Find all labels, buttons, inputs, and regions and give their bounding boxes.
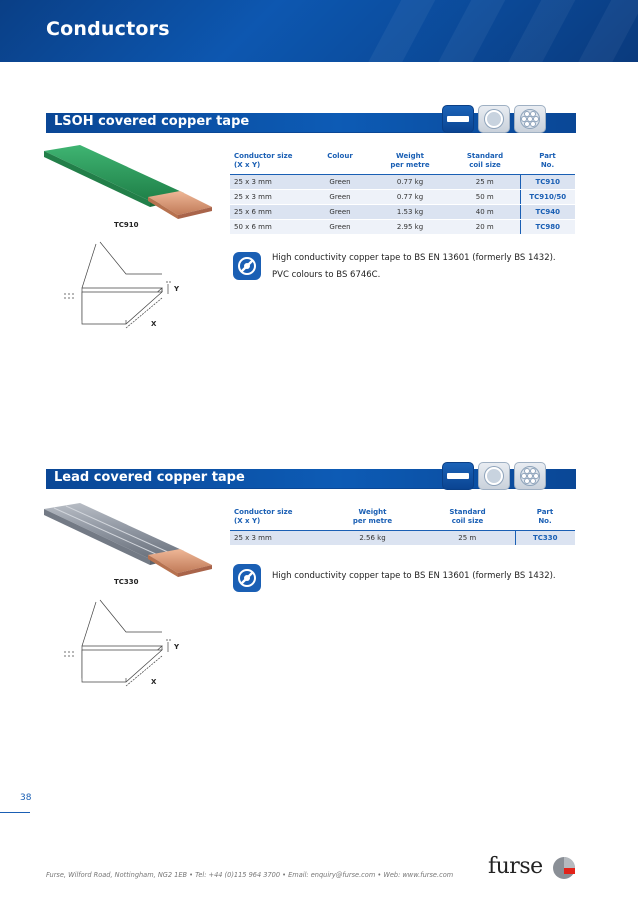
- header-coil-size: Standard coil size: [420, 508, 515, 531]
- section-title: Lead covered copper tape: [54, 470, 245, 485]
- table-row: [230, 220, 575, 235]
- note-line: High conductivity copper tape to BS EN 13601 (formerly BS 1432).: [272, 571, 556, 581]
- dimension-x-label: X: [151, 678, 157, 686]
- table-row: [230, 175, 575, 190]
- stranded-conductor-icon: [514, 105, 546, 133]
- cell-part-no: TC980: [520, 220, 575, 235]
- flat-tape-icon: [442, 105, 474, 133]
- cell-colour: Green: [310, 190, 370, 205]
- cell-coil: 25 m: [420, 531, 515, 546]
- cell-colour: Green: [310, 175, 370, 190]
- section-title: LSOH covered copper tape: [54, 114, 250, 129]
- spec-table-lsoh: [230, 152, 575, 235]
- lead-tape-photo: [44, 503, 214, 583]
- cell-conductor: 25 x 3 mm: [230, 531, 325, 546]
- solid-circular-icon: [478, 462, 510, 490]
- cell-part-no: TC330: [515, 531, 575, 546]
- header-colour: Colour: [310, 152, 370, 175]
- page-number-rule: [0, 812, 30, 813]
- cell-colour: Green: [310, 205, 370, 220]
- cell-weight: 2.95 kg: [370, 220, 450, 235]
- furse-logo-icon: [552, 856, 576, 880]
- cell-conductor: 25 x 6 mm: [230, 205, 310, 220]
- cell-weight: 1.53 kg: [370, 205, 450, 220]
- cell-weight: 0.77 kg: [370, 175, 450, 190]
- header-conductor-size: Conductor size (X x Y): [230, 508, 325, 531]
- solid-circular-icon: [478, 105, 510, 133]
- stranded-conductor-icon: [514, 462, 546, 490]
- dimension-diagram: [62, 596, 192, 696]
- dimension-y-label: Y: [174, 285, 180, 293]
- cell-part-no: TC940: [520, 205, 575, 220]
- cable-type-icons: [442, 105, 546, 133]
- cable-type-icons: [442, 462, 546, 490]
- dimension-y-label: Y: [174, 643, 180, 651]
- header-part-no: Part No.: [515, 508, 575, 531]
- table-row: [230, 531, 575, 546]
- note-text: [272, 568, 556, 585]
- cell-coil: 50 m: [450, 190, 520, 205]
- cell-colour: Green: [310, 220, 370, 235]
- table-row: [230, 205, 575, 220]
- product-code: TC330: [114, 578, 139, 586]
- standards-note-icon: [233, 564, 261, 592]
- note-line: High conductivity copper tape to BS EN 13601 (formerly BS 1432).: [272, 253, 556, 263]
- spec-table-lead: [230, 508, 575, 546]
- table-row: [230, 190, 575, 205]
- furse-logo-text: furse: [488, 854, 543, 879]
- note-text: [272, 250, 556, 284]
- dimension-x-label: X: [151, 320, 157, 328]
- cell-conductor: 25 x 3 mm: [230, 190, 310, 205]
- header-conductor-size: Conductor size (X x Y): [230, 152, 310, 175]
- dimension-diagram: [62, 238, 192, 338]
- header-coil-size: Standard coil size: [450, 152, 520, 175]
- cell-weight: 2.56 kg: [325, 531, 420, 546]
- cell-weight: 0.77 kg: [370, 190, 450, 205]
- header-weight: Weight per metre: [370, 152, 450, 175]
- standards-note-icon: [233, 252, 261, 280]
- cell-coil: 40 m: [450, 205, 520, 220]
- cell-conductor: 25 x 3 mm: [230, 175, 310, 190]
- header-weight: Weight per metre: [325, 508, 420, 531]
- cell-part-no: TC910: [520, 175, 575, 190]
- page-number: 38: [20, 793, 32, 803]
- flat-tape-icon: [442, 462, 474, 490]
- cell-coil: 20 m: [450, 220, 520, 235]
- header-part-no: Part No.: [520, 152, 575, 175]
- note-line: PVC colours to BS 6746C.: [272, 270, 381, 280]
- header-banner: [0, 0, 638, 62]
- cell-coil: 25 m: [450, 175, 520, 190]
- product-code: TC910: [114, 221, 139, 229]
- cell-part-no: TC910/50: [520, 190, 575, 205]
- page-title: Conductors: [46, 18, 170, 40]
- footer-contact: Furse, Wilford Road, Nottingham, NG2 1EB • Tel: +44 (0)115 964 3700 • Email: enquiry@furse.com • Web: www.furse.com: [46, 871, 454, 879]
- cell-conductor: 50 x 6 mm: [230, 220, 310, 235]
- green-tape-photo: [44, 145, 214, 225]
